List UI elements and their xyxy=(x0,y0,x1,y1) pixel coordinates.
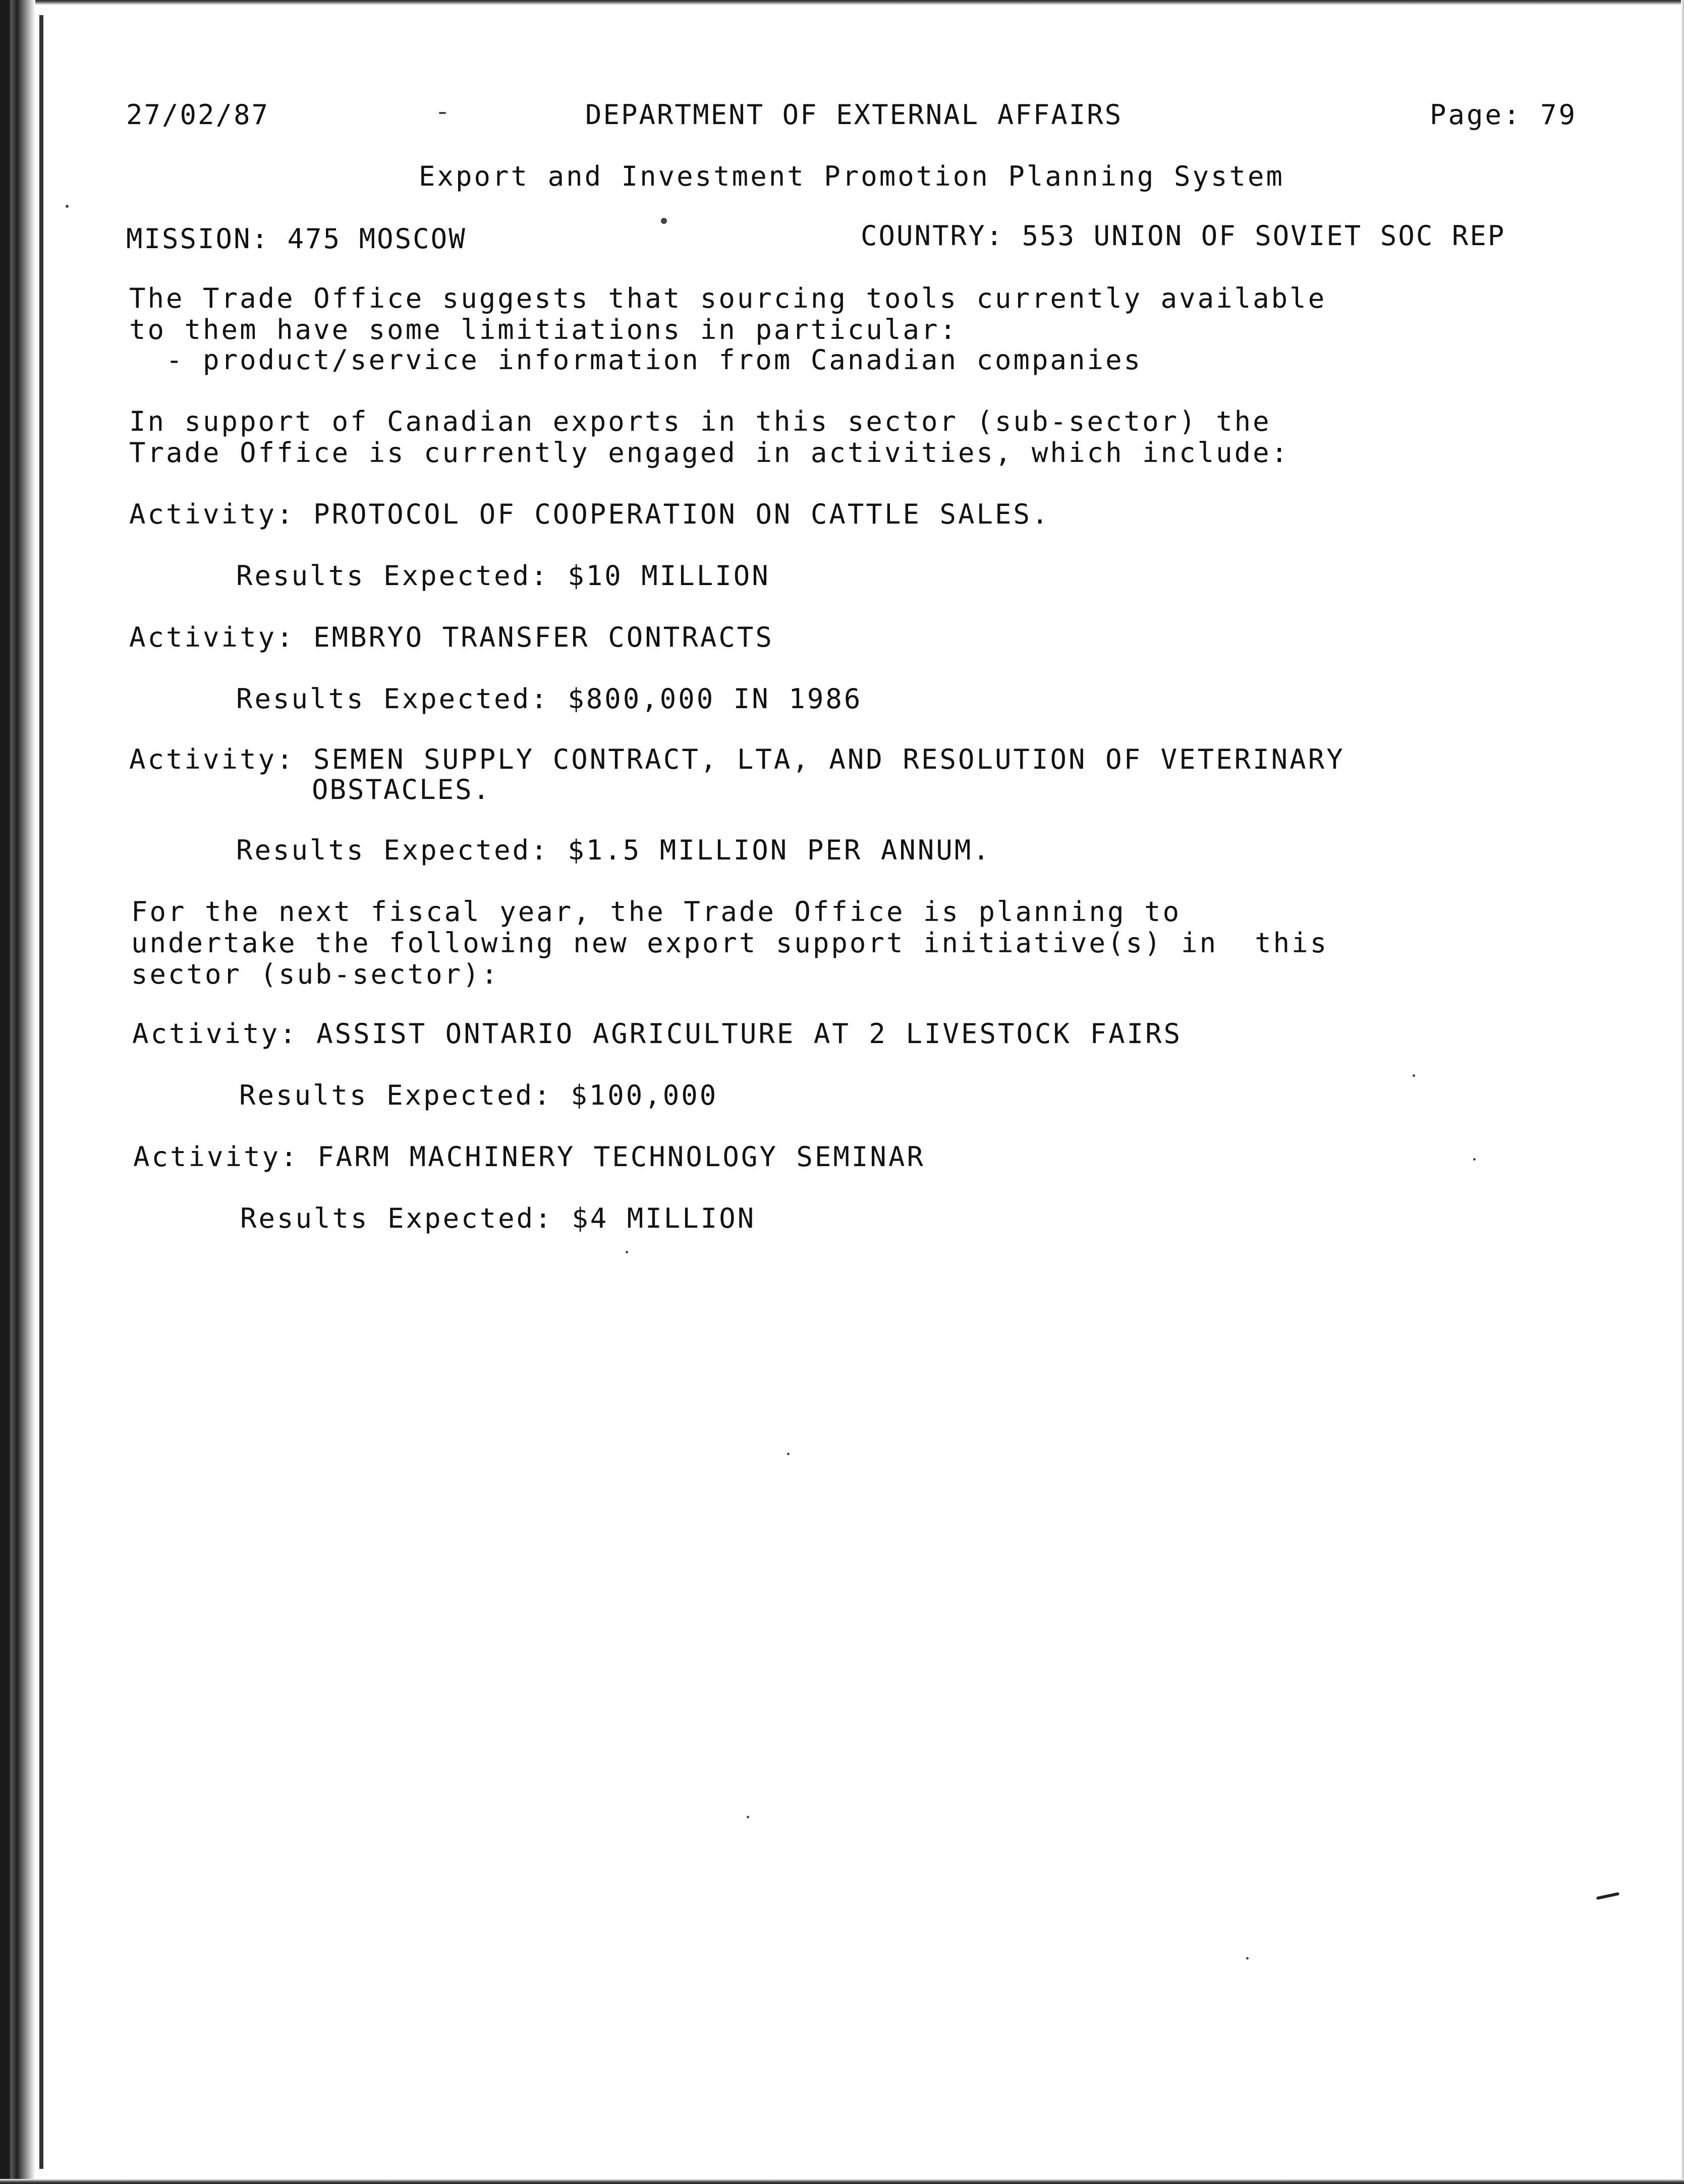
scan-speck xyxy=(787,1453,790,1455)
scan-speck xyxy=(1473,1158,1476,1161)
next-year-line-2: undertake the following new export support initiative(s) in this xyxy=(131,927,1329,959)
intro-line-3: - product/service information from Canadian companies xyxy=(129,344,1143,376)
activity-1: Activity: PROTOCOL OF COOPERATION ON CATTLE SALES. xyxy=(129,498,1050,530)
scan-right-edge xyxy=(1681,0,1684,2184)
page-number: Page: 79 xyxy=(1430,99,1578,131)
new-results-1: Results Expected: $100,000 xyxy=(239,1079,718,1111)
intro-line-2: to them have some limitiations in particular: xyxy=(129,314,958,346)
scan-bottom-edge xyxy=(0,2179,1684,2184)
activity-3-continued: OBSTACLES. xyxy=(312,774,491,806)
results-1: Results Expected: $10 MILLION xyxy=(236,560,770,592)
results-2: Results Expected: $800,000 IN 1986 xyxy=(236,683,863,715)
intro-line-1: The Trade Office suggests that sourcing tools currently available xyxy=(129,282,1327,314)
activity-3: Activity: SEMEN SUPPLY CONTRACT, LTA, AND RESOLUTION OF VETERINARY xyxy=(129,743,1345,775)
scan-top-edge xyxy=(0,0,1684,5)
scan-speck xyxy=(661,218,667,224)
scan-binding-edge xyxy=(0,0,35,2184)
scan-speck xyxy=(1413,1074,1415,1077)
report-subtitle: Export and Investment Promotion Planning System xyxy=(419,160,1285,192)
scan-speck xyxy=(66,205,69,208)
scan-speck xyxy=(1246,1957,1249,1960)
scan-speck xyxy=(747,1816,749,1818)
scan-speck xyxy=(439,112,446,114)
department-title: DEPARTMENT OF EXTERNAL AFFAIRS xyxy=(585,99,1123,131)
results-3: Results Expected: $1.5 MILLION PER ANNUM. xyxy=(236,834,991,866)
scan-binding-line xyxy=(39,15,43,2169)
new-activity-2: Activity: FARM MACHINERY TECHNOLOGY SEMINAR xyxy=(133,1141,925,1173)
country-label: COUNTRY: 553 UNION OF SOVIET SOC REP xyxy=(861,220,1506,252)
next-year-line-3: sector (sub-sector): xyxy=(131,958,500,990)
support-line-2: Trade Office is currently engaged in activities, which include: xyxy=(129,437,1290,469)
report-date: 27/02/87 xyxy=(126,99,270,131)
support-line-1: In support of Canadian exports in this sector (sub-sector) the xyxy=(129,406,1271,437)
scan-speck xyxy=(626,1251,628,1253)
mission-label: MISSION: 475 MOSCOW xyxy=(126,223,467,255)
activity-2: Activity: EMBRYO TRANSFER CONTRACTS xyxy=(129,621,774,653)
next-year-line-1: For the next fiscal year, the Trade Office is planning to xyxy=(131,896,1182,928)
new-activity-1: Activity: ASSIST ONTARIO AGRICULTURE AT 2 LIVESTOCK FAIRS xyxy=(132,1018,1183,1050)
new-results-2: Results Expected: $4 MILLION xyxy=(240,1202,756,1234)
pen-mark xyxy=(1596,1892,1619,1900)
